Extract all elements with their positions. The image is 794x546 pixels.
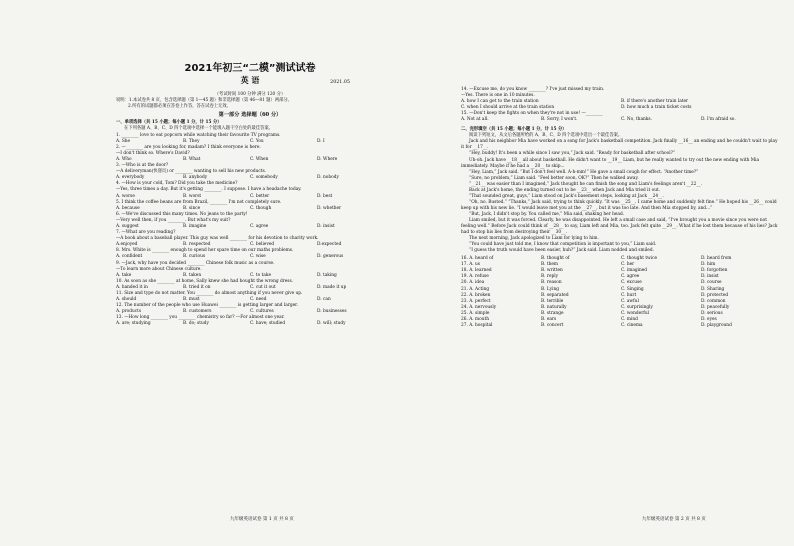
choice-option: B. concert: [541, 322, 564, 328]
choice-option: C. mind: [621, 316, 638, 322]
choice-option: D. common: [701, 298, 726, 304]
section-1-heading: 一、单项选择（共 15 小题；每小题 1 分，计 15 分）: [116, 120, 222, 126]
answer-option: B. curious: [183, 254, 206, 260]
choice-option: B. Lying: [541, 286, 559, 292]
answer-option: B. Sorry, I won't.: [541, 117, 578, 123]
choice-option: D. insist: [701, 274, 719, 280]
answer-option: C. agree: [250, 223, 269, 229]
question-stem: 5. I think the coffee beans are from Brazil, ________ I'm not completely sure.: [116, 199, 282, 205]
answer-option: A. Who: [116, 156, 132, 162]
answer-option: D. I'm afraid so.: [701, 117, 736, 123]
choice-option: B. terrible: [541, 298, 564, 304]
answer-option: A. worse: [116, 193, 135, 199]
choice-option: B. written: [541, 268, 563, 274]
exam-date: 2021.05: [330, 80, 350, 85]
answer-option: B. if there's another train later: [621, 99, 689, 105]
page-2-footer: 九年级英语试卷 第 2 页 共 8 页: [642, 517, 706, 522]
choice-option: C. thought twice: [621, 256, 658, 262]
passage-paragraph: “You could have just told me, I know that competition is important to you,” Liam said.: [469, 242, 657, 248]
choice-option: B. reason: [541, 280, 562, 286]
choice-option: D. eyes: [701, 316, 717, 322]
question-stem: 8. Mrs. White is ________ enough to spend her spare time on our maths problems.: [116, 248, 294, 254]
exam-time: （考试时间 100 分钟 满分 120 分）: [214, 92, 286, 97]
question-dialog-line: —A deliveryman(快递员) or ________ wanting to sell his new products.: [116, 169, 267, 175]
question-list: [116, 133, 384, 328]
subject-label: 英 语: [240, 76, 260, 85]
passage-paragraph: “That sounded great, guys,” Liam stood on Jack's basement steps, looking at Jack __24__.: [469, 193, 664, 199]
answer-option: A. suggest: [116, 223, 139, 229]
answer-option: A. She: [116, 138, 131, 144]
answer-option: C. cut it out: [250, 284, 276, 290]
choice-option: B. reply: [541, 274, 559, 280]
answer-option: D. whether: [317, 205, 342, 211]
choice-option: 20. A. idea: [461, 280, 485, 286]
choice-option: 17. A. us: [461, 262, 481, 268]
answer-option: B. worst: [183, 193, 202, 199]
choice-option: 21. A. Acting: [461, 286, 490, 292]
choice-option: C. Singing: [621, 286, 644, 292]
choice-option: 16. A. heard of: [461, 256, 494, 262]
answer-option: D. can: [317, 297, 331, 303]
passage-paragraph: Liam smiled, but it was forced. Clearly, he was disappointed. He left a small case and said, “I've brought you a movie since you were not feeling well.” Before Jack could think of __28__ to say, Liam left and Mia, too. Jack felt quite __29__. What if he lost them because of his lies? Jack had to stop his lies from destroying their __30__.: [461, 217, 778, 236]
choice-option: D. forgotten: [701, 268, 728, 274]
option-row: [461, 117, 781, 123]
choice-option: 19. A. refuse: [461, 274, 489, 280]
answer-option: D. best: [317, 193, 333, 199]
answer-option: D.expected: [317, 242, 342, 248]
choice-option: C. awful: [621, 298, 639, 304]
answer-option: B. imagine: [183, 223, 207, 229]
answer-option: C. No, thanks.: [621, 117, 652, 123]
answer-option: A. are; studying: [116, 321, 151, 327]
passage-paragraph: “Oh, no. Busted.” “Thanks,” Jack said, trying to think quickly. “It was __25__. I came home and suddenly felt fine.” He hoped his __26__ could keep up with his new lie. “I would leave met you at the __27__, but it was too late. And then Mia stopped by, and...”: [461, 199, 777, 211]
choice-option: D. peacefully: [701, 304, 730, 310]
passage-paragraph: “Hey, buddy! It's been a while since I saw you,” Jack said. “Ready for basketball after school?”: [469, 151, 676, 157]
answer-option: B. taken: [183, 272, 202, 278]
answer-option: A. confident: [116, 254, 143, 260]
passage-paragraph: Uh-oh. Jack have __18__ all about basketball. He didn't want to __19__ Liam, but he really wanted to try out the new ending with Mia immediately. Maybe if he had a __20__ to skip...: [461, 157, 760, 169]
instruction-2: 2.所有的试题都必须在答卷上作答，答在试卷上无效。: [128, 104, 231, 110]
answer-option: C. somebody: [250, 175, 278, 181]
answer-option: C. need: [250, 297, 267, 303]
answer-option: C. when I should arrive at the train station: [461, 105, 555, 111]
option-row: [116, 194, 384, 200]
choice-option: B. strange: [541, 310, 564, 316]
section-1-desc: 在下列各题 A、B、C、D 四个选项中选择一个能填入题干空白处的最佳答案。: [124, 126, 273, 132]
choice-option: B. naturally: [541, 304, 567, 310]
answer-option: A. because: [116, 205, 140, 211]
passage-paragraph: The next morning, Jack apologized to Liam for lying to him.: [469, 236, 599, 242]
question-dialog-line: —Yes, three times a day. But it's getting ________. I suppose. I have a headache today.: [116, 187, 302, 193]
question-stem: 2. —________ are you looking for, madam? I think everyone is here.: [116, 144, 261, 150]
answer-option: B. anybody: [183, 175, 208, 181]
choice-option: D. course: [701, 280, 722, 286]
answer-option: C. When: [250, 156, 269, 162]
option-row: [116, 321, 384, 327]
choice-option: 23. A. perfect: [461, 298, 491, 304]
answer-option: A. how I can get to the train station: [461, 99, 539, 105]
answer-option: A.enjoyed: [116, 242, 138, 248]
answer-option: A. should: [116, 297, 137, 303]
choice-option: D. him: [701, 262, 716, 268]
answer-option: C. cultures: [250, 309, 274, 315]
choice-option: D. serious: [701, 310, 723, 316]
page-2-content: [461, 87, 781, 329]
passage-paragraph: “Sure, no problem,” Liam said. “Feel better soon, OK?” Then he walked away.: [469, 175, 639, 181]
part-1-heading: 第一部分 选择题（60 分）: [218, 112, 282, 119]
answer-option: D. taking: [317, 272, 337, 278]
choice-option: C. imagined: [621, 268, 648, 274]
choice-option: 25. A. simple: [461, 310, 490, 316]
choice-option: D. playground: [701, 322, 732, 328]
answer-option: B. They: [183, 138, 200, 144]
subject-row: [116, 78, 384, 90]
question-stem: 13. —How long ________ you ________ chemistry so far? —For almost one year.: [116, 315, 285, 321]
answer-option: D. insist: [317, 223, 335, 229]
passage-paragraph: “But, Jack, I didn't stop by. You called me,” Mia said, shaking her head.: [469, 211, 625, 217]
answer-option: A. products: [116, 309, 142, 315]
passage-paragraph: “Hey, Liam,” Jack said. “But I don't feel well. A-h-mm!” He gave a small cough for effect. “Another time?”: [469, 169, 699, 175]
question-dialog-line: —Yes. There is one in 10 minutes.: [461, 93, 535, 99]
question-stem: 7. —What are you reading?: [116, 230, 176, 236]
answer-option: B. do; study: [183, 321, 209, 327]
question-list-continued: [461, 87, 781, 123]
option-row: [116, 254, 384, 260]
page-2: [397, 0, 794, 546]
answer-option: B. What: [183, 156, 201, 162]
section-2-heading: 二、完形填空（共 15 小题；每小题 1 分，计 15 分）: [461, 127, 567, 133]
answer-option: D. nobody: [317, 175, 339, 181]
choice-option: 18. A. learned: [461, 268, 492, 274]
question-stem: 12. The number of the people who use Huawei ________ is getting larger and larger.: [116, 303, 299, 309]
question-stem: 15. —Don't keep the fights on when they're not in use! —________: [461, 111, 603, 117]
page-1-content: [116, 62, 384, 328]
cloze-passage: [461, 139, 781, 254]
question-stem: 10. As soon as she ________ at home, Sally knew she had bought the wrong dress.: [116, 278, 294, 284]
answer-option: D. will; study: [317, 321, 346, 327]
option-row: [116, 273, 384, 279]
answer-option: B. tried it on: [183, 284, 211, 290]
answer-option: D. made it up: [317, 284, 347, 290]
question-dialog-line: —A book about a baseball player. This guy was well ________ for his devotion to charity work.: [116, 236, 319, 242]
passage-paragraph: “__21__ was easier than I imagined,” Jack thought he can finish the song and Liam's feelings aren't __22__.: [469, 181, 702, 187]
answer-option: B. must: [183, 297, 200, 303]
answer-option: D. I: [317, 138, 325, 144]
choice-option: 22. A. broken: [461, 292, 491, 298]
answer-option: B. customers: [183, 309, 212, 315]
answer-option: C. to take: [250, 272, 271, 278]
question-stem: 1. ________ love to eat popcorn while watching their favourite TV programs.: [116, 132, 281, 138]
choice-option: B. thought of: [541, 256, 570, 262]
section-2-desc: 阅读下列短文，从文后各题所给的 A、B、C、D 四个选项中选出一个最佳答案。: [469, 133, 623, 139]
choice-row: [461, 323, 781, 329]
answer-option: C. believed: [250, 242, 275, 248]
question-stem: 9. —Jack, why have you decided ________ Chinese folk music as a course.: [116, 260, 275, 266]
choice-option: B. them: [541, 262, 559, 268]
instruction-1: 说明：1.本试卷共 8 页，包含选择题（第 1—45 题）和非选择题（第 46—81 题）两部分。: [116, 98, 292, 104]
question-stem: 11. Size and type do not matter. You ________ do almost anything if you never give up.: [116, 291, 303, 296]
answer-option: A. everybody: [116, 175, 145, 181]
option-row: [116, 139, 384, 145]
question-stem: 6. —We've discussed this many times. No jeans to the party!: [116, 211, 248, 217]
answer-option: C. have; studied: [250, 321, 286, 327]
choice-option: C. surprisingly: [621, 304, 653, 310]
answer-option: D. businesses: [317, 309, 347, 315]
choice-option: C. her: [621, 262, 635, 268]
question-dialog-line: —Very well then, if you ________. But what's my suit?: [116, 217, 231, 223]
question-stem: 14. —Excuse me, do you know ________? I've just missed my train.: [461, 87, 605, 92]
choice-option: C. agree: [621, 274, 640, 280]
answer-option: C. You: [250, 138, 264, 144]
answer-option: D. how much a train ticket costs: [621, 105, 692, 111]
choice-option: 26. A. mouth: [461, 316, 489, 322]
answer-option: A. take: [116, 272, 132, 278]
choice-option: 27. A. hospital: [461, 322, 493, 328]
answer-option: C. better: [250, 193, 270, 199]
answer-option: C. though: [250, 205, 272, 211]
question-dialog-line: —I don't think so. Where's David?: [116, 150, 190, 156]
choice-option: C. wonderful: [621, 310, 649, 316]
question-stem: 3. —Who is at the door?: [116, 163, 169, 169]
answer-option: C. wise: [250, 254, 266, 260]
choice-option: B. separated: [541, 292, 569, 298]
page-1-footer: 九年级英语试卷 第 1 页 共 8 页: [230, 517, 294, 522]
choice-option: D. Sharing: [701, 286, 725, 292]
answer-option: B. respected: [183, 242, 211, 248]
exam-title: 2021年初三“二模”测试试卷: [184, 63, 316, 74]
answer-option: A. Not at all.: [461, 117, 489, 123]
question-stem: 4. —How is your cold, Tom? Did you take the medicine?: [116, 181, 238, 187]
answer-option: D. generous: [317, 254, 344, 260]
passage-paragraph: Back at Jack's home, the ending turned out to be __23__ when Jack and Mia tried it out.: [469, 187, 661, 193]
choice-option: C. cinema: [621, 322, 643, 328]
cloze-choices: [461, 256, 781, 329]
choice-option: C. excuse: [621, 280, 642, 286]
choice-option: D. protected: [701, 292, 729, 298]
answer-option: D. Where: [317, 156, 338, 162]
passage-paragraph: “I guess the truth would have been easier, huh?” Jack said. Liam nodded and smiled.: [469, 248, 654, 254]
choice-option: C. hurt: [621, 292, 637, 298]
choice-option: 24. A. nervously: [461, 304, 497, 310]
choice-option: B. ears: [541, 316, 557, 322]
passage-paragraph: Jack and his neighbor Mia have worked on a song for Jack's basketball competition. Jack finally __16__ an ending and he couldn't wait to play it for __17__.: [461, 139, 778, 151]
option-row: [116, 206, 384, 212]
choice-option: D. heard from: [701, 256, 732, 262]
answer-option: B. since: [183, 205, 201, 211]
answer-option: A. handed it in: [116, 284, 148, 290]
question-dialog-line: —To learn more about Chinese culture.: [116, 266, 202, 272]
